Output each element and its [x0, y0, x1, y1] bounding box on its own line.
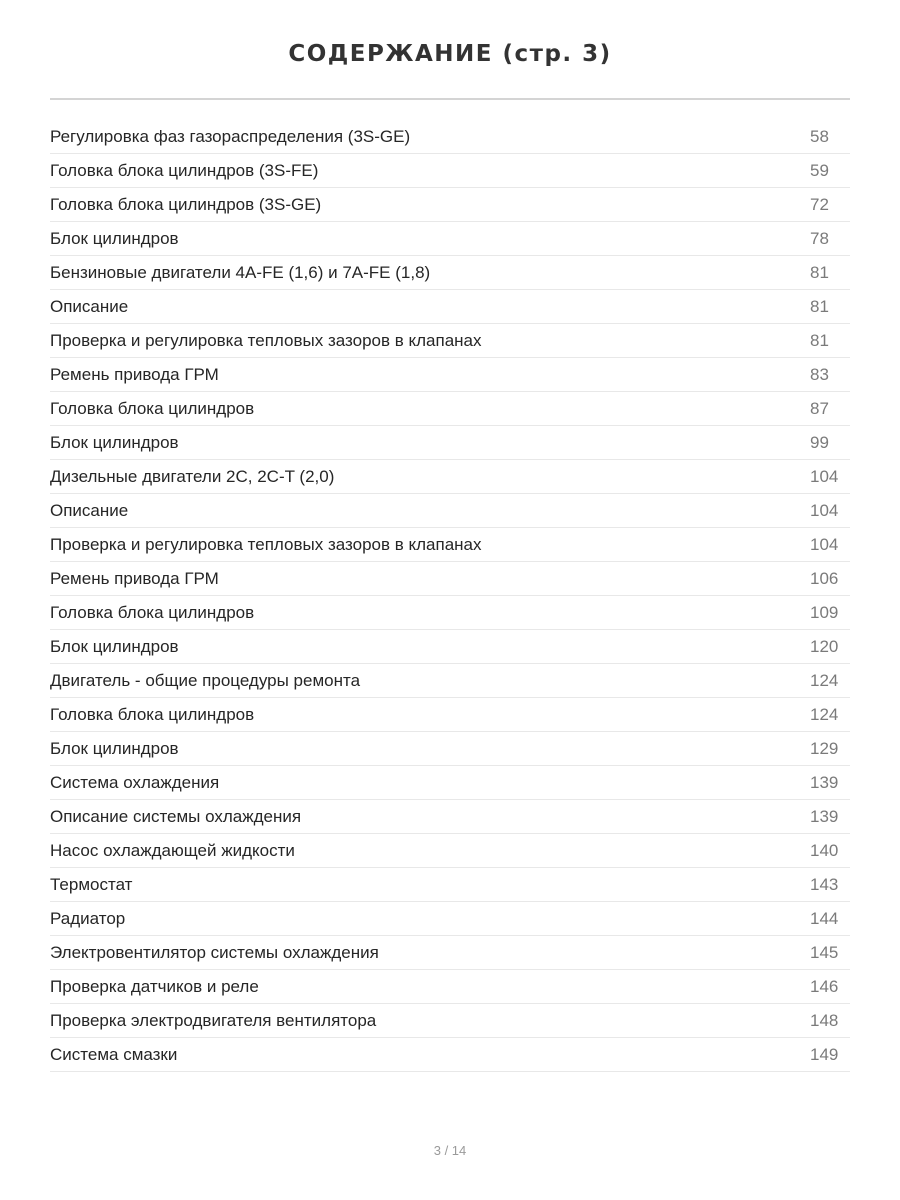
toc-entry-label: Головка блока цилиндров (3S-GE): [50, 194, 322, 214]
toc-entry[interactable]: [50, 970, 850, 1004]
toc-entry-page: 149: [810, 1044, 839, 1064]
toc-entry-page: 81: [810, 262, 829, 282]
toc-entry[interactable]: [50, 392, 850, 426]
toc-entry-label: Насос охлаждающей жидкости: [50, 840, 295, 860]
toc-entry-label: Ремень привода ГРМ: [50, 364, 219, 384]
toc-entry-page: 109: [810, 602, 839, 622]
toc-entry-page: 72: [810, 194, 829, 214]
toc-entry-page: 58: [810, 126, 829, 146]
toc-entry-page: 124: [810, 670, 839, 690]
toc-entry[interactable]: [50, 1038, 850, 1072]
title-divider: [50, 98, 850, 100]
page-title: СОДЕРЖАНИЕ (стр. 3): [288, 41, 612, 67]
toc-entry[interactable]: [50, 596, 850, 630]
toc-entry[interactable]: [50, 732, 850, 766]
toc-entry[interactable]: [50, 868, 850, 902]
toc-entry-label: Дизельные двигатели 2C, 2C-T (2,0): [50, 466, 335, 486]
toc-entry[interactable]: [50, 936, 850, 970]
toc-entry[interactable]: [50, 494, 850, 528]
toc-entry[interactable]: [50, 256, 850, 290]
toc-entry-label: Блок цилиндров: [50, 738, 179, 758]
toc-entry-page: 148: [810, 1010, 839, 1030]
toc-entry-label: Двигатель - общие процедуры ремонта: [50, 670, 361, 690]
toc-entry[interactable]: [50, 358, 850, 392]
toc-entry-label: Система смазки: [50, 1044, 178, 1064]
toc-entry[interactable]: [50, 766, 850, 800]
toc-list: [50, 120, 850, 1072]
toc-entry-page: 120: [810, 636, 839, 656]
toc-entry-label: Термостат: [50, 874, 133, 894]
toc-entry-label: Блок цилиндров: [50, 228, 179, 248]
toc-entry-page: 104: [810, 534, 839, 554]
toc-entry[interactable]: [50, 188, 850, 222]
toc-entry-label: Бензиновые двигатели 4A-FE (1,6) и 7A-FE (1,8): [50, 262, 431, 282]
toc-entry-page: 87: [810, 398, 829, 418]
toc-entry-page: 146: [810, 976, 839, 996]
toc-entry[interactable]: [50, 290, 850, 324]
toc-entry-label: Описание: [50, 500, 129, 520]
toc-entry-page: 104: [810, 500, 839, 520]
toc-entry-label: Головка блока цилиндров (3S-FE): [50, 160, 319, 180]
toc-entry-label: Проверка датчиков и реле: [50, 976, 259, 996]
toc-entry-page: 139: [810, 772, 839, 792]
toc-entry-page: 139: [810, 806, 839, 826]
toc-entry-page: 124: [810, 704, 839, 724]
toc-entry-page: 59: [810, 160, 829, 180]
toc-entry-page: 145: [810, 942, 839, 962]
toc-entry[interactable]: [50, 664, 850, 698]
toc-entry-label: Головка блока цилиндров: [50, 398, 255, 418]
toc-entry[interactable]: [50, 630, 850, 664]
toc-entry-page: 99: [810, 432, 829, 452]
toc-entry[interactable]: [50, 324, 850, 358]
toc-entry[interactable]: [50, 222, 850, 256]
toc-entry[interactable]: [50, 698, 850, 732]
toc-entry-page: 143: [810, 874, 839, 894]
toc-entry[interactable]: [50, 154, 850, 188]
toc-entry-page: 144: [810, 908, 839, 928]
toc-entry[interactable]: [50, 800, 850, 834]
toc-entry-label: Описание системы охлаждения: [50, 806, 302, 826]
toc-entry-label: Головка блока цилиндров: [50, 602, 255, 622]
toc-entry-label: Блок цилиндров: [50, 432, 179, 452]
toc-entry-label: Ремень привода ГРМ: [50, 568, 219, 588]
toc-entry[interactable]: [50, 120, 850, 154]
toc-entry-page: 81: [810, 330, 829, 350]
toc-entry-page: 81: [810, 296, 829, 316]
toc-entry[interactable]: [50, 460, 850, 494]
toc-entry-label: Описание: [50, 296, 129, 316]
toc-entry-label: Проверка и регулировка тепловых зазоров в клапанах: [50, 330, 482, 350]
page-indicator: 3 / 14: [433, 1143, 467, 1158]
toc-entry-page: 78: [810, 228, 829, 248]
toc-entry-label: Электровентилятор системы охлаждения: [50, 942, 379, 962]
toc-entry-page: 83: [810, 364, 829, 384]
toc-entry[interactable]: [50, 562, 850, 596]
toc-entry-label: Система охлаждения: [50, 772, 220, 792]
toc-entry-label: Головка блока цилиндров: [50, 704, 255, 724]
toc-entry-label: Проверка электродвигателя вентилятора: [50, 1010, 377, 1030]
toc-entry-label: Радиатор: [50, 908, 126, 928]
toc-entry[interactable]: [50, 834, 850, 868]
toc-entry[interactable]: [50, 426, 850, 460]
toc-entry-page: 140: [810, 840, 839, 860]
toc-entry-label: Блок цилиндров: [50, 636, 179, 656]
toc-entry[interactable]: [50, 902, 850, 936]
toc-entry[interactable]: [50, 1004, 850, 1038]
toc-entry-page: 104: [810, 466, 839, 486]
toc-entry-label: Регулировка фаз газораспределения (3S-GE): [50, 126, 411, 146]
toc-entry-page: 106: [810, 568, 839, 588]
toc-entry-page: 129: [810, 738, 839, 758]
toc-entry[interactable]: [50, 528, 850, 562]
toc-entry-label: Проверка и регулировка тепловых зазоров в клапанах: [50, 534, 482, 554]
